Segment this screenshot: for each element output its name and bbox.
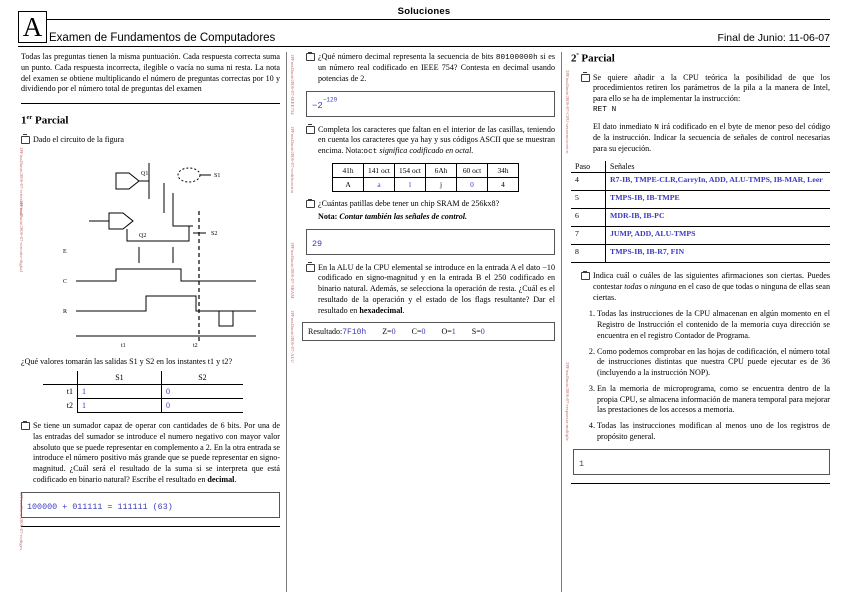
question-ret-text: Se quiere añadir a la CPU teórica la posibilidad de que los procedimientos retiren los parámetros de la pila a la manera de Intel, para ello se ha de implementar la instrucción: — [593, 72, 830, 104]
question-adder: Se tiene un sumador capaz de operar con cantidades de 6 bits. Por una de las entradas del sumador se introduce el numero negativo con mayor valor absoluto que se puede representar en complemento a 2. En la otra entrada se introduce el número positivo más grande que se puede representar en signo-magnitud. ¿Cuál será el resultado de la suma si se interpreta que está codificado en binario natural? Escribe el resultado en decimal. — [21, 421, 280, 486]
question-adder-text: Se tiene un sumador capaz de operar con cantidades de 6 bits. Por una de las entradas del sumador se introduce el numero negativo con mayor valor absoluto que se puede representar en complemento a 2. En la otra entrada se introduce el número positivo más grande que se puede representar en signo-magnitud. ¿Cuál será el resultado de la suma si se interpreta que está codificado en binario natural? Escribe el resultado en — [33, 421, 280, 484]
table-row — [571, 226, 830, 244]
question-affirmations — [581, 271, 830, 303]
step-number: 6 — [571, 208, 606, 226]
answer-box-sram[interactable] — [306, 229, 555, 255]
affirmations-list — [571, 309, 830, 442]
svg-text:t2: t2 — [193, 343, 198, 350]
cell-t1-s1: 1 — [78, 385, 162, 399]
ascii-code-4: 60 oct — [457, 164, 488, 178]
table-header-row — [43, 371, 243, 385]
answer-box-affirmations[interactable] — [573, 449, 830, 475]
question-ieee754-text: ¿Qué número decimal representa la secuencia de bits — [318, 52, 496, 61]
answer-ieee754-exponent: −129 — [322, 96, 338, 104]
section-heading-second-partial — [571, 52, 830, 65]
section-heading-first-partial — [21, 114, 280, 127]
table-row — [43, 399, 243, 413]
result-label-text: Resultado: — [308, 327, 343, 337]
svg-text:E: E — [63, 249, 67, 256]
answer-ieee754-value: −2 — [312, 100, 323, 111]
step-number: 5 — [571, 190, 606, 208]
step-number: 4 — [571, 172, 606, 190]
header-rule-bottom — [18, 46, 830, 47]
link-tag-criterios[interactable]: 1PFinalJunio2006-07-criterios-eval — [19, 147, 24, 216]
ascii-code-1: 141 oct — [364, 164, 395, 178]
right-bottom-rule — [571, 483, 830, 484]
ascii-char-5: 4 — [488, 178, 519, 192]
section-word-2: Parcial — [581, 52, 615, 65]
ascii-char-2[interactable]: l — [395, 178, 426, 192]
col-header-s1: S1 — [78, 371, 162, 385]
solutions-title: Soluciones — [397, 6, 451, 17]
result-label — [308, 327, 366, 337]
ret-detail-b: irá codificado en el byte de menor peso del código de la instrucción. Indicar la secuencia de señales de control necesarias para su ejecución. — [593, 121, 830, 153]
list-item: 3. En la memoria de microprograma, como se encuentra dentro de la propia CPU, se almacena información de manera temporal para mejorar las prestaciones de los accesos a memoria. — [597, 384, 830, 416]
left-column — [18, 52, 280, 592]
note-label: Nota: — [318, 211, 340, 221]
link-tag-sram[interactable]: 1PFinalJunio2006-07-SRAM — [290, 242, 295, 299]
cell-t2-s1: 1 — [78, 399, 162, 413]
question-ieee754-text2: si es un número real codificado en IEEE 754? Contesta en decimal usando potencias de 2. — [318, 52, 555, 83]
checkbox-icon — [306, 264, 315, 272]
svg-text:R: R — [63, 309, 68, 316]
ascii-char-4[interactable]: 0 — [457, 178, 488, 192]
outputs-table — [43, 371, 243, 413]
question-alu: En la ALU de la CPU elemental se introduce en la entrada A el dato −10 codificado en signo-magnitud y en la entrada B el 250 codificado en binario natural. Además, se selecciona la operación de resta. ¿Cuál es el resultado de la operación y el estado de los flags resultante? Dar el resultado en hexadecimal. — [306, 263, 555, 317]
section-ordinal-2: º — [576, 52, 579, 59]
exam-title: Examen de Fundamentos de Computadores — [49, 32, 276, 44]
answer-box-adder[interactable] — [21, 492, 280, 518]
question-alu-bold: hexadecimal — [359, 305, 403, 315]
list-item: 1. Todas las instrucciones de la CPU almacenan en algún momento en el Registro de Instrucción el contenido de la memoria cuya dirección se encuentra en el registro Contador de Programa. — [597, 309, 830, 341]
question-ascii-italic: significa codificado en octal. — [377, 146, 474, 156]
answer-adder-value: 100000 + 011111 = 111111 (63) — [27, 501, 173, 512]
control-signals-table — [571, 161, 830, 264]
question-circuit-text: Dado el circuito de la figura — [33, 134, 125, 144]
link-tag-ret-n[interactable]: 2PFinalJunio2006-07-CPU-secuencia-ret-n — [565, 70, 570, 154]
answer-affirmations-value: 1 — [579, 458, 585, 469]
instruction-ret-n: RET N — [593, 105, 617, 114]
table-header-row — [571, 161, 830, 173]
svg-text:Q2: Q2 — [139, 233, 147, 240]
table-row — [571, 208, 830, 226]
left-divider-rule — [21, 103, 280, 104]
flag-c-label: C= — [411, 327, 422, 337]
ascii-code-0: 41h — [333, 164, 364, 178]
link-tag-codificacion[interactable]: 1PFinalJunio2006-07-codificacion — [290, 126, 295, 193]
checkbox-icon — [21, 422, 30, 430]
note-text: Contar también las señales de control. — [339, 211, 468, 221]
ascii-codes-row — [333, 164, 519, 178]
ret-detail-a: El dato inmediato — [593, 121, 655, 131]
question-sram-note — [318, 212, 555, 223]
flag-z-value: 0 — [391, 327, 396, 337]
step-number: 8 — [571, 245, 606, 263]
header-rule-top — [18, 19, 830, 20]
flag-c — [412, 327, 426, 337]
flag-s-value: 0 — [480, 327, 485, 337]
flag-o-value: 1 — [451, 327, 456, 337]
answer-box-ieee754[interactable] — [306, 91, 555, 117]
flag-s — [472, 327, 485, 337]
question-sram-text: ¿Cuántas patillas debe tener un chip SRAM de 256kx8? — [318, 199, 500, 209]
page-header — [18, 6, 830, 47]
answer-sram-value: 29 — [312, 238, 323, 249]
cell-t1-s2: 0 — [161, 385, 243, 399]
checkbox-icon — [21, 136, 30, 144]
question-alu-text: En la ALU de la CPU elemental se introduce en la entrada A el dato −10 codificado en signo-magnitud y en la entrada B el 250 codificado en binario natural. Además, se selecciona la operación de resta. ¿Cuál es el resultado de la operación y el estado de los flags resultante? Dar el resultado en — [318, 262, 555, 315]
question-ret — [581, 73, 830, 105]
ascii-code-2: 154 oct — [395, 164, 426, 178]
section-word: Parcial — [35, 114, 69, 127]
step-number: 7 — [571, 226, 606, 244]
table-row — [571, 245, 830, 263]
exam-date: Final de Junio: 11-06-07 — [717, 32, 830, 44]
affirm-italic-ninguna: ninguna — [649, 281, 677, 291]
row-label-t1: t1 — [66, 387, 73, 397]
list-item: 4. Todas las instrucciones modifican al menos uno de los registros de propósito general. — [597, 421, 830, 443]
link-tag-respuesta-multiple[interactable]: 2PFinalJunio2006-07-respuesta-multiple — [565, 362, 570, 441]
row-label-t2: t2 — [66, 401, 73, 411]
step-signals: R7-IB, TMPE-CLR,CarryIn, ADD, ALU-TMPS, IB-MAR, Leer — [606, 172, 831, 190]
affirm-intro-a: Indica cuál o cuáles de las siguientes afirmaciones son ciertas. Puedes contestar — [593, 271, 830, 291]
link-tag-circuito[interactable]: 1PFinalJunio2006-07-circuito-digital — [19, 200, 24, 272]
section-number-2: 2 — [571, 52, 577, 65]
step-signals: JUMP, ADD, ALU-TMPS — [606, 226, 831, 244]
table-row — [571, 172, 830, 190]
circuit-diagram-svg — [21, 151, 273, 351]
svg-text:t1: t1 — [121, 343, 126, 350]
link-tag-ieee754[interactable]: 1PFinalJunio2006-07-IEEE754 — [290, 54, 295, 115]
col-header-s2: S2 — [161, 371, 243, 385]
checkbox-icon — [581, 74, 590, 82]
checkbox-icon — [306, 126, 315, 134]
left-bottom-rule — [21, 526, 280, 527]
affirm-intro-b: o — [641, 281, 650, 291]
ascii-table — [332, 163, 519, 192]
col-header-senales: Señales — [606, 161, 831, 173]
flag-o — [442, 327, 456, 337]
right-column — [565, 52, 830, 592]
ascii-code-3: 6Ah — [426, 164, 457, 178]
ascii-char-1[interactable]: a — [364, 178, 395, 192]
section-ordinal: er — [26, 114, 33, 121]
middle-column — [290, 52, 555, 592]
table-row — [571, 190, 830, 208]
svg-text:Q1: Q1 — [141, 171, 149, 178]
flag-z — [382, 327, 395, 337]
checkbox-icon — [306, 53, 315, 61]
flag-s-label: S= — [471, 327, 481, 337]
flag-o-label: O= — [441, 327, 452, 337]
svg-text:C: C — [63, 279, 68, 286]
ascii-code-5: 34h — [488, 164, 519, 178]
ascii-char-3: j — [426, 178, 457, 192]
ascii-chars-row — [333, 178, 519, 192]
grade-letter-box: A — [18, 11, 47, 43]
ascii-char-0: A — [333, 178, 364, 192]
section-number: 1 — [21, 114, 27, 127]
alu-result-line — [308, 327, 549, 337]
list-item: 2. Como podemos comprobar en las hojas de codificación, el número total de instrucciones distintas que nuestra CPU puede ejecutar es de 36 (incluyendo a la instrucción NOP). — [597, 347, 830, 379]
result-value: 7F10h — [342, 328, 367, 338]
circuit-figure — [21, 151, 280, 351]
question-ascii — [306, 125, 555, 158]
checkbox-icon — [306, 200, 315, 208]
question-ieee754 — [306, 52, 555, 85]
cell-t2-s2: 0 — [161, 399, 243, 413]
affirm-italic-todas: todas — [624, 281, 642, 291]
flag-c-value: 0 — [421, 327, 426, 337]
question-ret-detail — [593, 122, 830, 155]
question-outputs-text: ¿Qué valores tomarán las salidas S1 y S2 en los instantes t1 y t2? — [21, 357, 233, 367]
link-tag-codigos[interactable]: 1PFinalJunio2006-07-codigos — [19, 492, 24, 551]
affirm-intro-c: en el caso de que todas o ninguna de ellas sean ciertas. — [593, 281, 830, 302]
table-row — [43, 385, 243, 399]
question-ascii-mono: oct — [363, 148, 378, 157]
exam-instructions: Todas las preguntas tienen la misma puntuación. Cada respuesta correcta suma un punto. Cada respuesta incorrecta, ilegible o vacía no suma ni resta. La nota del examen se obtiene multiplicando el número de preguntas correctas por 10 y dividiendo por el número total de preguntas del examen — [21, 52, 280, 94]
svg-text:S1: S1 — [214, 173, 221, 180]
question-sram — [306, 199, 555, 210]
svg-text:S2: S2 — [211, 231, 218, 238]
step-signals: TMPS-IB, IB-R7, FIN — [606, 245, 831, 263]
link-tag-alu[interactable]: 1PFinalJunio2006-07-ALU — [290, 310, 295, 363]
question-ieee754-bits: 80100000h — [495, 54, 538, 62]
ret-detail-mono: N — [654, 123, 659, 132]
answer-box-alu[interactable] — [302, 322, 555, 341]
step-signals: TMPS-IB, IB-TMPE — [606, 190, 831, 208]
question-ascii-text: Completa los caracteres que faltan en el interior de las casillas, teniendo en cuenta los caracteres que ya hay y sus códigos ASCII que se muestran encima. Nota: — [318, 124, 555, 156]
col-header-paso: Paso — [571, 161, 606, 173]
three-column-body — [18, 52, 830, 592]
checkbox-icon — [581, 272, 590, 280]
question-adder-bold: decimal — [207, 474, 235, 484]
question-circuit — [21, 135, 280, 146]
step-signals: MDR-IB, IB-PC — [606, 208, 831, 226]
flag-z-label: Z= — [382, 327, 392, 337]
